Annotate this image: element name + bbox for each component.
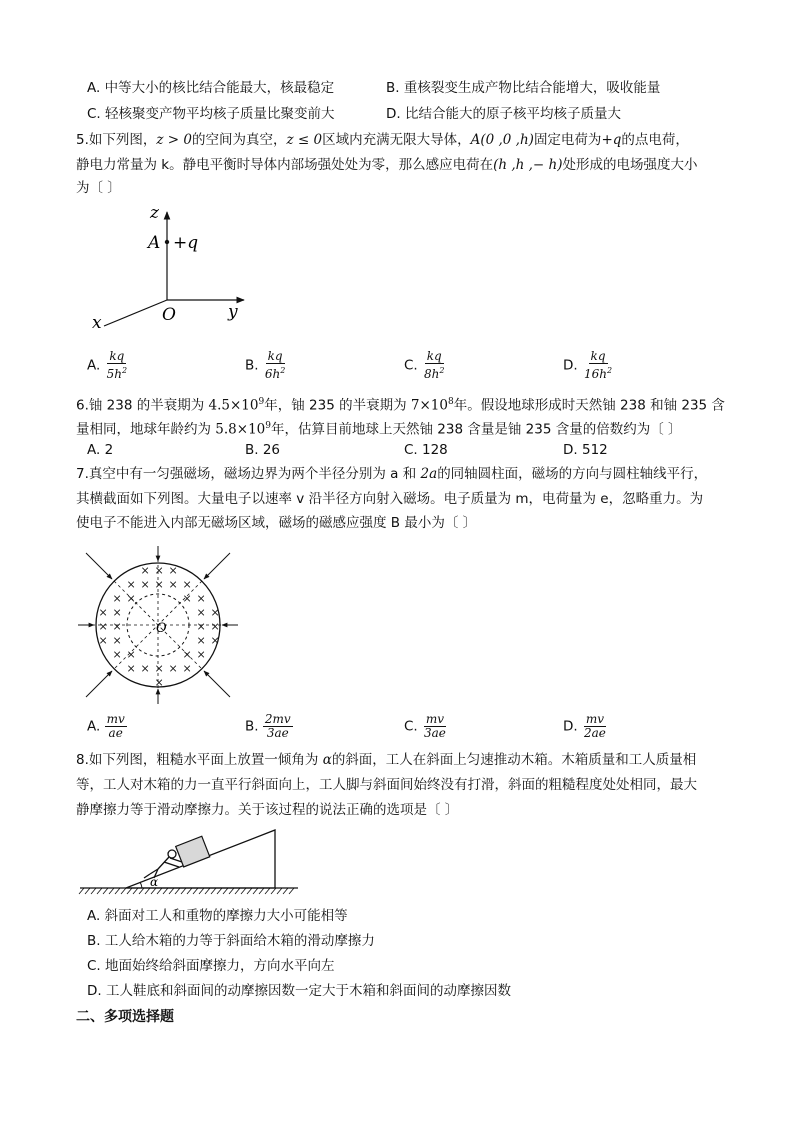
hatch-line — [109, 888, 114, 894]
field-cross: × — [98, 634, 108, 647]
field-cross: × — [140, 564, 150, 577]
field-cross: × — [182, 662, 192, 675]
hatch-line — [169, 888, 174, 894]
charge-point — [165, 240, 169, 244]
field-cross: × — [112, 606, 122, 619]
hatch-line — [265, 888, 270, 894]
hatch-line — [193, 888, 198, 894]
hatch-line — [205, 888, 210, 894]
hatch-line — [253, 888, 258, 894]
field-cross: × — [140, 578, 150, 591]
field-cross: × — [210, 634, 220, 647]
hatch-line — [277, 888, 282, 894]
field-cross: × — [98, 606, 108, 619]
field-cross: × — [112, 592, 122, 605]
angle-label: α — [150, 875, 159, 889]
q8-stem-line2: 等，工人对木箱的力一直平行斜面向上，工人脚与斜面间始终没有打滑，斜面的粗糙程度处处相同，最大 — [76, 777, 697, 793]
q7-stem-line1: 7.真空中有一匀强磁场，磁场边界为两个半径分别为 a 和 2a的同轴圆柱面，磁场的方向与圆柱轴线平行， — [76, 466, 708, 482]
q7-option-d: D. $\frac{mv}{2ae}$ — [563, 712, 606, 740]
hatch-line — [133, 888, 138, 894]
q4-option-c: C. 轻核聚变产物平均核子质量比聚变前大 — [87, 106, 335, 122]
field-cross: × — [196, 606, 206, 619]
field-cross: × — [196, 620, 206, 633]
field-cross: × — [112, 620, 122, 633]
q8-option-d: D. 工人鞋底和斜面间的动摩擦因数一定大于木箱和斜面间的动摩擦因数 — [87, 983, 511, 999]
q6-option-b: B. 26 — [245, 442, 281, 458]
q4-option-d: D. 比结合能大的原子核平均核子质量大 — [386, 106, 621, 122]
hatch-line — [79, 888, 84, 894]
field-cross: × — [98, 620, 108, 633]
field-cross: × — [210, 606, 220, 619]
field-cross: × — [182, 592, 192, 605]
q6-stem-line2: 量相同，地球年龄约为 $5.8\times 10^9$年，估算目前地球上天然铀 238 含量是铀 235 含量的倍数约为〔 〕 — [76, 421, 682, 438]
hatch-line — [103, 888, 108, 894]
section-heading-multiple-choice: 二、多项选择题 — [76, 1009, 174, 1025]
field-cross: × — [154, 564, 164, 577]
q6-stem-line1: 6.铀 238 的半衰期为 $4.5\times 10^9$年，铀 235 的半衰期为 $7\times 10^8$年。假设地球形成时天然铀 238 和铀 235 含 — [76, 397, 725, 414]
hatch-line — [127, 888, 132, 894]
q7-option-b: B. $\frac{2mv}{3ae}$ — [245, 712, 291, 740]
q7-option-a: A. $\frac{mv}{ae}$ — [87, 712, 125, 740]
field-cross: × — [154, 578, 164, 591]
field-cross: × — [168, 564, 178, 577]
field-cross: × — [140, 662, 150, 675]
q8-option-c: C. 地面始终给斜面摩擦力，方向水平向左 — [87, 958, 335, 974]
q6-option-d: D. 512 — [563, 442, 608, 458]
field-cross: × — [126, 578, 136, 591]
q5-stem-line1: 5.如下列图，z > 0的空间为真空，z ≤ 0区域内充满无限大导体，A(0 ,0 ,h)固定电荷为+q的点电荷， — [76, 132, 689, 148]
field-cross: × — [182, 578, 192, 591]
hatch-line — [199, 888, 204, 894]
q-label: +q — [173, 233, 199, 253]
q5-axes-figure — [84, 200, 264, 335]
q5-option-d: D. $\frac{kq}{16h^2}$ — [563, 349, 613, 381]
field-cross: × — [154, 676, 164, 689]
q5-stem-line2: 静电力常量为 k。静电平衡时导体内部场强处处为零，那么感应电荷在(h ,h ,− h)处形成的电场强度大小 — [76, 157, 698, 173]
hatch-line — [139, 888, 144, 894]
hatch-line — [211, 888, 216, 894]
field-cross: × — [112, 634, 122, 647]
q5-stem-line3: 为〔 〕 — [76, 180, 121, 196]
field-cross: × — [196, 634, 206, 647]
q5-option-c: C. $\frac{kq}{8h^2}$ — [404, 349, 445, 381]
hatch-line — [187, 888, 192, 894]
hatch-line — [85, 888, 90, 894]
q6-option-a: A. 2 — [87, 442, 114, 458]
field-cross: × — [126, 662, 136, 675]
hatch-line — [235, 888, 240, 894]
hatch-line — [163, 888, 168, 894]
q4-option-a: A. 中等大小的核比结合能最大，核最稳定 — [87, 80, 335, 96]
q4-option-b: B. 重核裂变生成产物比结合能增大，吸收能量 — [386, 80, 661, 96]
field-cross: × — [154, 662, 164, 675]
hatch-line — [121, 888, 126, 894]
y-label: y — [228, 302, 238, 322]
field-cross: × — [168, 662, 178, 675]
field-cross: × — [112, 648, 122, 661]
q7-stem-line3: 使电子不能进入内部无磁场区域，磁场的磁感应强度 B 最小为〔 〕 — [76, 515, 477, 531]
q8-incline-figure — [78, 826, 300, 898]
field-cross: × — [196, 592, 206, 605]
q7-magnetic-field-figure — [76, 546, 240, 704]
hatch-line — [217, 888, 222, 894]
q8-stem-line3: 静摩擦力等于滑动摩擦力。关于该过程的说法正确的选项是〔 〕 — [76, 802, 459, 818]
q8-option-a: A. 斜面对工人和重物的摩擦力大小可能相等 — [87, 908, 348, 924]
q7-option-c: C. $\frac{mv}{3ae}$ — [404, 712, 446, 740]
hatch-line — [181, 888, 186, 894]
field-cross: × — [168, 578, 178, 591]
hatch-line — [241, 888, 246, 894]
center-label: O — [156, 621, 167, 636]
hatch-line — [259, 888, 264, 894]
hatch-line — [115, 888, 120, 894]
q7-stem-line2: 其横截面如下列图。大量电子以速率 v 沿半径方向射入磁场。电子质量为 m，电荷量为 e，忽略重力。为 — [76, 491, 704, 507]
hatch-line — [97, 888, 102, 894]
q5-option-a: A. $\frac{kq}{5h^2}$ — [87, 349, 128, 381]
origin-label: O — [162, 305, 176, 325]
field-cross: × — [196, 648, 206, 661]
ground-hatching — [79, 888, 294, 894]
wooden-box — [176, 836, 210, 867]
q8-option-b: B. 工人给木箱的力等于斜面给木箱的滑动摩擦力 — [87, 933, 375, 949]
hatch-line — [283, 888, 288, 894]
field-cross: × — [182, 648, 192, 661]
q8-stem-line1: 8.如下列图，粗糙水平面上放置一倾角为 α的斜面，工人在斜面上匀速推动木箱。木箱质量和工人质量相 — [76, 752, 697, 768]
hatch-line — [271, 888, 276, 894]
field-cross: × — [210, 620, 220, 633]
a-label: A — [148, 233, 161, 253]
q5-option-b: B. $\frac{kq}{6h^2}$ — [245, 349, 286, 381]
x-axis — [104, 300, 167, 326]
z-label: z — [150, 203, 159, 223]
hatch-line — [289, 888, 294, 894]
hatch-line — [247, 888, 252, 894]
hatch-line — [223, 888, 228, 894]
field-cross: × — [126, 648, 136, 661]
angle-arc — [140, 882, 142, 888]
hatch-line — [175, 888, 180, 894]
hatch-line — [91, 888, 96, 894]
q6-option-c: C. 128 — [404, 442, 448, 458]
x-label: x — [92, 313, 102, 333]
hatch-line — [229, 888, 234, 894]
field-cross: × — [126, 592, 136, 605]
